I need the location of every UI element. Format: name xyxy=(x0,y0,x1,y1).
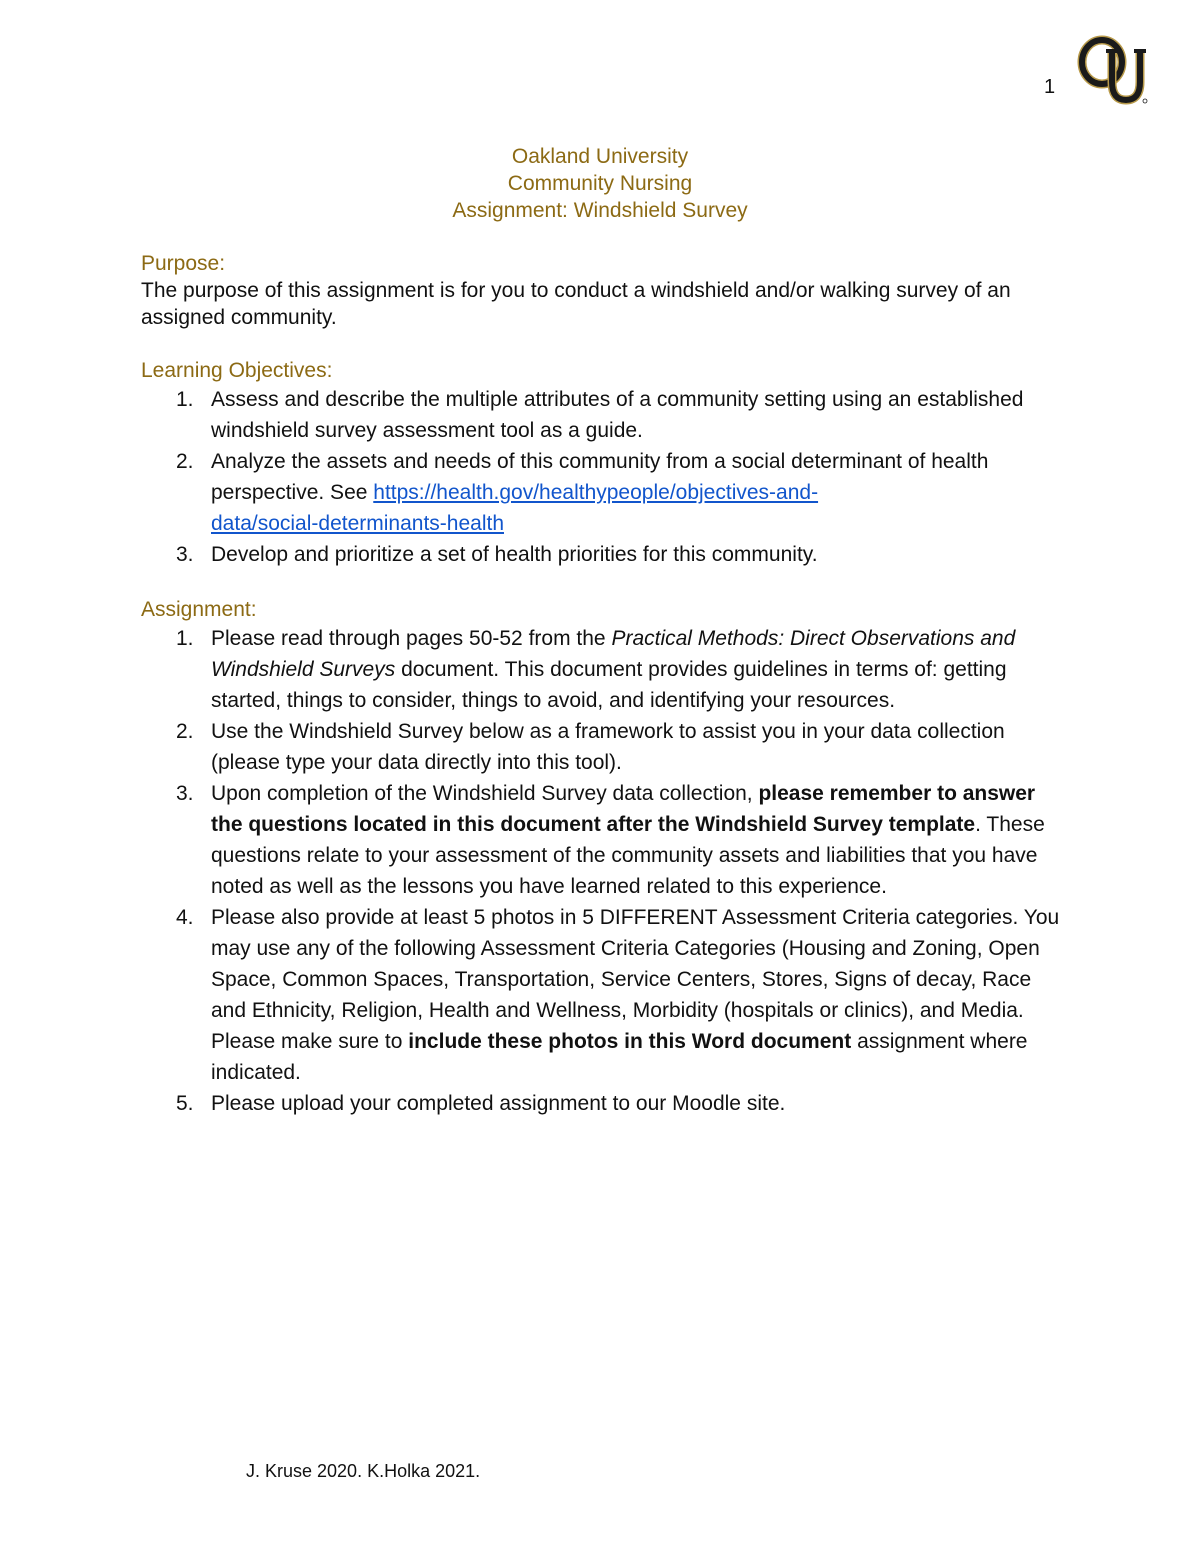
objective-text: Assess and describe the multiple attributes of a community setting using an established windshield survey assessment tool as a guide. xyxy=(211,388,1024,442)
assignment-text: Upon completion of the Windshield Survey data collection, xyxy=(211,782,759,805)
page-number: 1 xyxy=(1044,76,1056,98)
assignment-number: 3. xyxy=(176,782,194,805)
objective-item-2 xyxy=(141,446,1071,539)
objective-item-3 xyxy=(141,539,1071,570)
purpose-heading: Purpose: xyxy=(141,252,226,275)
assignment-item-5 xyxy=(141,1088,1071,1119)
objective-item-1 xyxy=(141,384,1071,446)
assignment-number: 2. xyxy=(176,720,194,743)
assignment-text: Use the Windshield Survey below as a framework to assist you in your data collection (please type your data directly into this tool). xyxy=(211,720,1005,774)
assignment-text: Please read through pages 50-52 from the xyxy=(211,627,612,650)
objective-number: 2. xyxy=(176,450,194,473)
document-title-block xyxy=(0,143,1200,224)
assignment-number: 4. xyxy=(176,906,194,929)
objectives-heading: Learning Objectives: xyxy=(141,359,333,382)
purpose-text: The purpose of this assignment is for you to conduct a windshield and/or walking survey of an assigned community. xyxy=(141,279,1011,329)
assignment-text: Please also provide at least 5 photos in 5 DIFFERENT Assessment Criteria categories. You may use any of the following Assessment Criteria Categories (Housing and Zoning, Open Space, Common Spaces, Transportation, Service Centers, Stores, Signs of decay, Race and Ethnicity, Religion, Health and Wellness, Morbidity (hospitals or clinics), and Media. Please make sure to xyxy=(211,906,1060,1053)
objectives-list xyxy=(141,384,1071,570)
assignment-number: 1. xyxy=(176,627,194,650)
title-assignment: Assignment: Windshield Survey xyxy=(452,199,748,222)
assignment-number: 5. xyxy=(176,1092,194,1115)
ou-logo-mark xyxy=(1076,34,1148,106)
assignment-text: . These questions relate to your assessment of the community assets and liabilities that you have noted as well as the lessons you have learned related to this experience. xyxy=(211,813,1045,898)
assignment-item-3 xyxy=(141,778,1071,902)
oakland-university-logo xyxy=(1076,34,1148,106)
source-document-title: Practical Methods: Direct Observations and Windshield Surveys xyxy=(211,627,1016,681)
assignment-item-4 xyxy=(141,902,1071,1088)
document-body xyxy=(141,250,1071,1119)
title-course: Community Nursing xyxy=(507,172,693,195)
assignment-text: assignment where indicated. xyxy=(211,1030,1028,1084)
assignment-emphasis: please remember to answer the questions located in this document after the Windshield Survey template xyxy=(211,782,1036,836)
link-line-2: data/social-determinants-health xyxy=(211,512,504,535)
footer-credits: J. Kruse 2020. K.Holka 2021. xyxy=(246,1461,481,1481)
assignment-text: document. This document provides guidelines in terms of: getting started, things to consider, things to avoid, and identifying your resources. xyxy=(211,658,1007,712)
link-line-1: https://health.gov/healthypeople/objectives-and- xyxy=(373,481,819,504)
assignment-list xyxy=(141,623,1071,1119)
objective-text: Analyze the assets and needs of this community from a social determinant of health perspective. See xyxy=(211,450,989,504)
assignment-item-1 xyxy=(141,623,1071,716)
objective-number: 1. xyxy=(176,388,194,411)
objective-text: Develop and prioritize a set of health priorities for this community. xyxy=(211,543,818,566)
objective-number: 3. xyxy=(176,543,194,566)
assignment-emphasis: include these photos in this Word document xyxy=(408,1030,852,1053)
assignment-heading: Assignment: xyxy=(141,598,257,621)
assignment-text: Please upload your completed assignment to our Moodle site. xyxy=(211,1092,786,1115)
title-university: Oakland University xyxy=(511,145,689,168)
assignment-item-2 xyxy=(141,716,1071,778)
